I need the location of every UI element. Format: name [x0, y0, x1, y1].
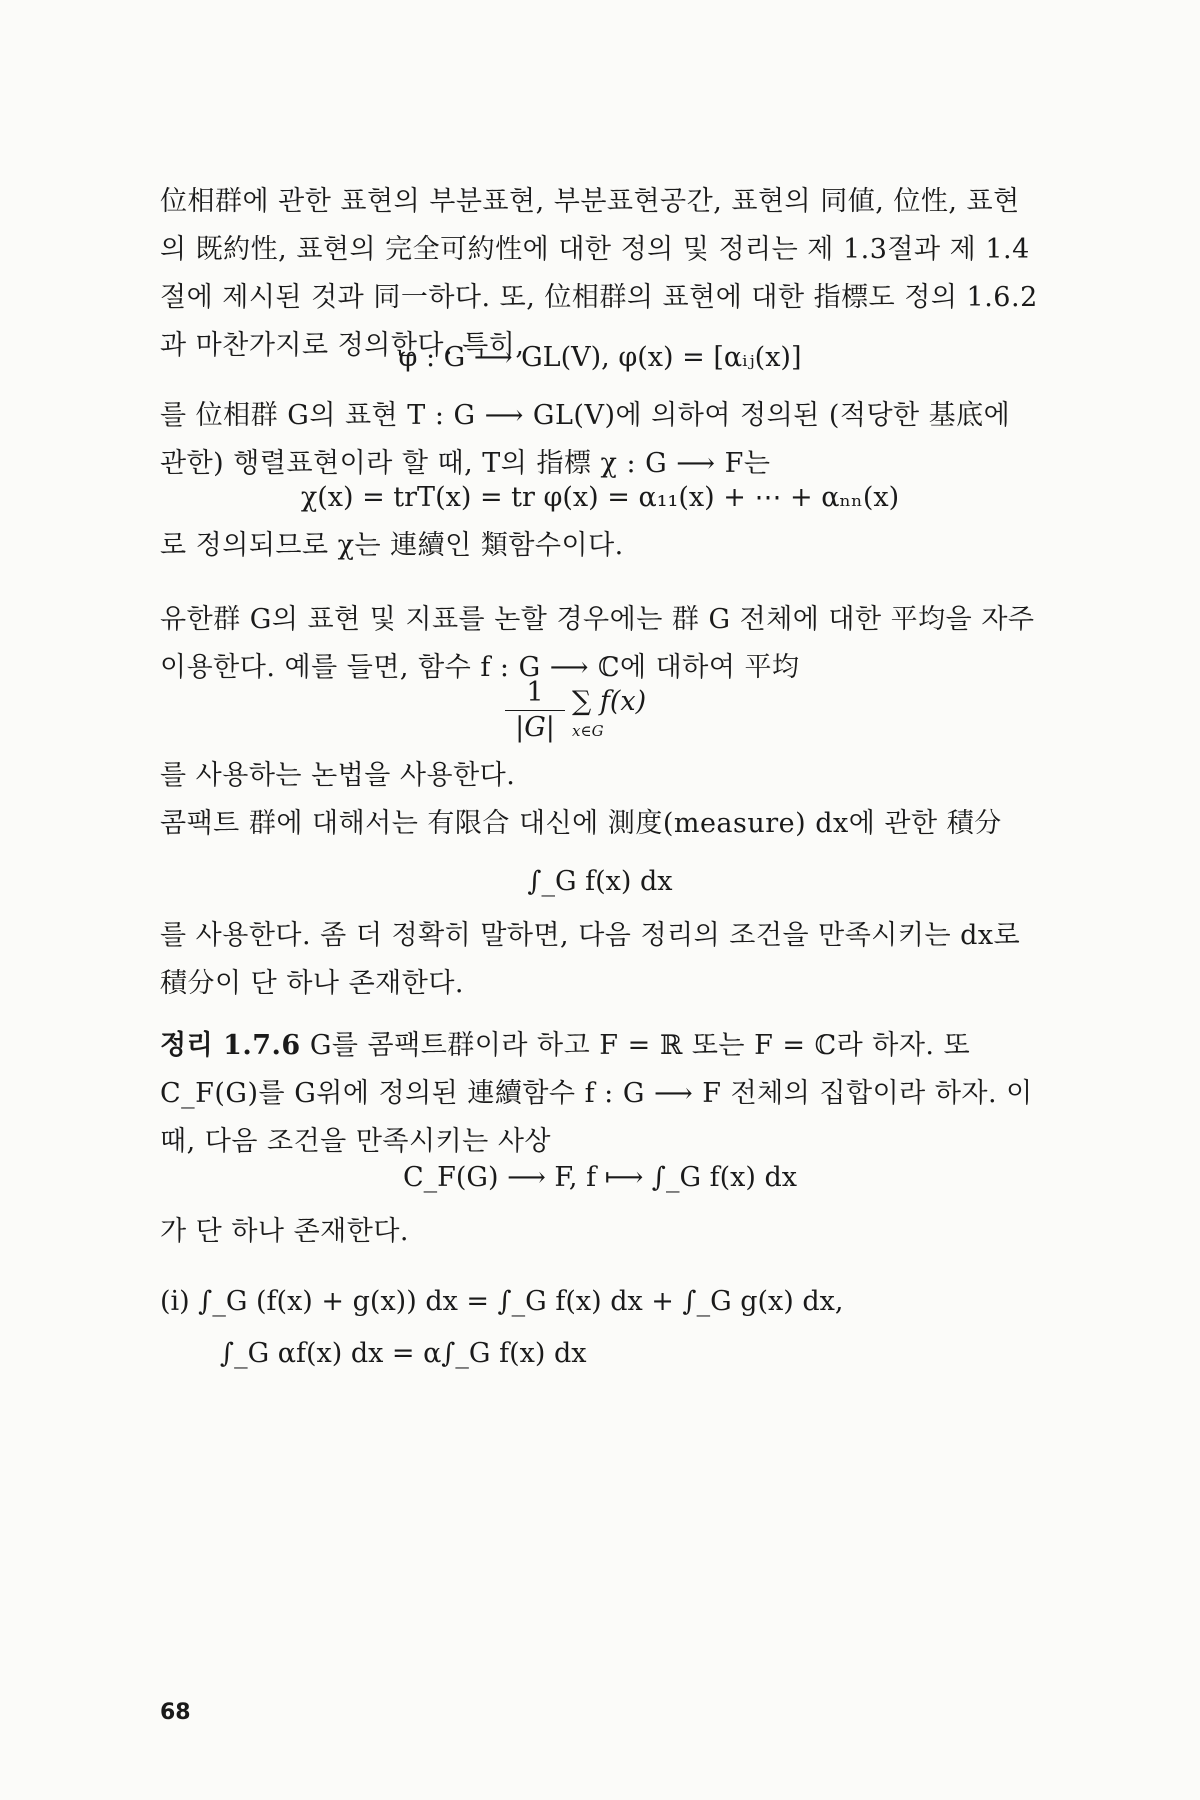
theorem-statement — [160, 1022, 1040, 1166]
paragraph-matrix-representation: 를 位相群 G의 표현 T : G ⟶ GL(V)에 의하여 정의된 (적당한 基底에 관한) 행렬표현이라 할 때, T의 指標 χ : G ⟶ F는 — [160, 400, 1011, 479]
fraction-denominator: |G| — [515, 712, 555, 743]
paragraph-method: 를 사용하는 논법을 사용한다. — [160, 760, 516, 791]
condition-label: (i) — [160, 1286, 190, 1317]
paragraph-unique-integral: 를 사용한다. 좀 더 정확히 말하면, 다음 정리의 조건을 만족시키는 dx로 積分이 단 하나 존재한다. — [160, 920, 1021, 999]
equation-phi-representation: φ : G ⟶ GL(V), φ(x) = [αᵢⱼ(x)] — [398, 342, 802, 373]
equation-linearity-scalar: ∫_G αf(x) dx = α∫_G f(x) dx — [220, 1338, 587, 1369]
paragraph-finite-group-average: 유한群 G의 표현 및 지표를 논할 경우에는 群 G 전체에 대한 平均을 자주 이용한다. 예를 들면, 함수 f : G ⟶ ℂ에 대하여 平均 — [160, 604, 1035, 683]
paragraph-compact-group-integral: 콤팩트 群에 대해서는 有限合 대신에 測度(measure) dx에 관한 積分 — [160, 808, 1002, 839]
condition-i — [160, 1282, 1060, 1322]
average-fraction — [505, 676, 565, 745]
fraction-numerator: 1 — [505, 676, 565, 711]
theorem-body: G를 콤팩트群이라 하고 F = ℝ 또는 F = ℂ라 하자. 또 C_F(G)를 G위에 정의된 連續함수 f : G ⟶ F 전체의 집합이라 하자. 이 때, 다음 조건을 만족시키는 사상 — [160, 1030, 1033, 1157]
equation-character: χ(x) = trT(x) = tr φ(x) = α₁₁(x) + ⋯ + αₙₙ(x) — [300, 482, 900, 513]
average-sum-subscript: x∈G — [572, 722, 604, 740]
paragraph-uniqueness: 가 단 하나 존재한다. — [160, 1216, 409, 1247]
page-number: 68 — [160, 1700, 191, 1725]
equation-integral-map: C_F(G) ⟶ F, f ⟼ ∫_G f(x) dx — [402, 1162, 798, 1193]
average-sum: ∑ f(x) — [572, 686, 647, 717]
paragraph-class-function: 로 정의되므로 χ는 連續인 類함수이다. — [160, 530, 624, 561]
equation-integral: ∫_G f(x) dx — [527, 866, 673, 897]
equation-linearity-sum: ∫_G (f(x) + g(x)) dx = ∫_G f(x) dx + ∫_G g(x) dx, — [198, 1286, 844, 1317]
theorem-label: 정리 1.7.6 — [160, 1030, 301, 1061]
paragraph-definitions: 位相群에 관한 표현의 부분표현, 부분표현공간, 표현의 同値, 位性, 표현의 既約性, 표현의 完全可約性에 대한 정의 및 정리는 제 1.3절과 제 1.4절에 제시된 것과 同一하다. 또, 位相群의 표현에 대한 指標도 정의 1.6.2과 마찬가지로 정의한다. 특히, — [160, 186, 1038, 361]
